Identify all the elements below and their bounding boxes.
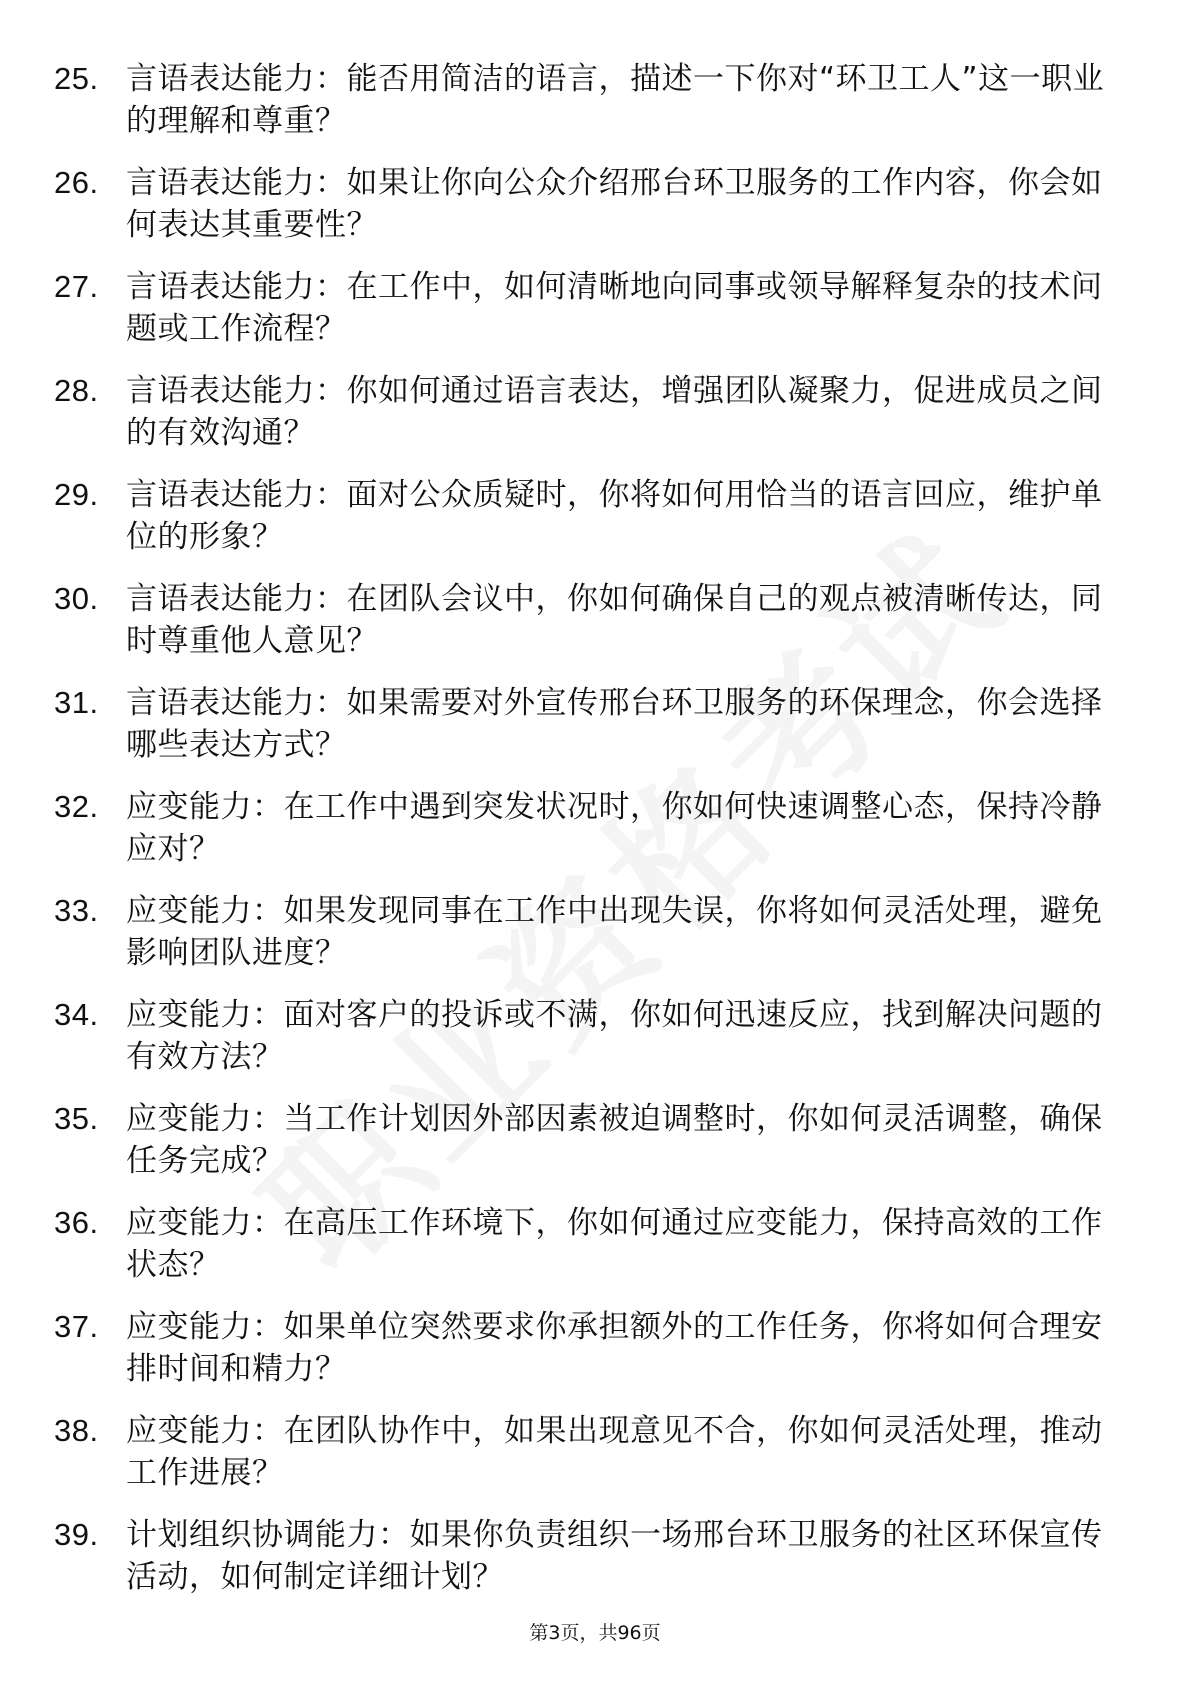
question-text: 应变能力：面对客户的投诉或不满，你如何迅速反应，找到解决问题的有效方法？ <box>126 997 1103 1075</box>
question-text: 言语表达能力：在工作中，如何清晰地向同事或领导解释复杂的技术问题或工作流程？ <box>126 269 1103 347</box>
question-number: 38. <box>54 1413 99 1448</box>
question-text: 言语表达能力：如果让你向公众介绍邢台环卫服务的工作内容，你会如何表达其重要性？ <box>126 165 1103 243</box>
question-number: 27. <box>54 269 99 304</box>
question-item <box>0 994 1190 1082</box>
question-text: 言语表达能力：如果需要对外宣传邢台环卫服务的环保理念，你会选择哪些表达方式？ <box>126 685 1103 763</box>
question-list <box>0 58 1190 1618</box>
question-item <box>0 1202 1190 1290</box>
question-text: 言语表达能力：面对公众质疑时，你将如何用恰当的语言回应，维护单位的形象？ <box>126 477 1103 555</box>
page-number-label: 第3页，共96页 <box>529 1622 661 1644</box>
question-text: 言语表达能力：在团队会议中，你如何确保自己的观点被清晰传达，同时尊重他人意见？ <box>126 581 1103 659</box>
question-item <box>0 890 1190 978</box>
question-item <box>0 786 1190 874</box>
question-item <box>0 682 1190 770</box>
question-number: 32. <box>54 789 99 824</box>
question-text: 应变能力：如果单位突然要求你承担额外的工作任务，你将如何合理安排时间和精力？ <box>126 1309 1103 1387</box>
question-number: 37. <box>54 1309 99 1344</box>
question-number: 28. <box>54 373 99 408</box>
question-text: 应变能力：如果发现同事在工作中出现失误，你将如何灵活处理，避免影响团队进度？ <box>126 893 1103 971</box>
question-item <box>0 578 1190 666</box>
question-number: 31. <box>54 685 99 720</box>
question-number: 39. <box>54 1517 99 1552</box>
question-text: 言语表达能力：你如何通过语言表达，增强团队凝聚力，促进成员之间的有效沟通？ <box>126 373 1103 451</box>
question-text: 应变能力：在高压工作环境下，你如何通过应变能力，保持高效的工作状态？ <box>126 1205 1103 1283</box>
question-item <box>0 1514 1190 1602</box>
question-text: 应变能力：在团队协作中，如果出现意见不合，你如何灵活处理，推动工作进展？ <box>126 1413 1103 1491</box>
question-item <box>0 1306 1190 1394</box>
question-number: 34. <box>54 997 99 1032</box>
question-item <box>0 58 1190 146</box>
question-item <box>0 474 1190 562</box>
question-number: 36. <box>54 1205 99 1240</box>
question-item <box>0 1098 1190 1186</box>
question-item <box>0 266 1190 354</box>
question-text: 应变能力：在工作中遇到突发状况时，你如何快速调整心态，保持冷静应对？ <box>126 789 1103 867</box>
question-item <box>0 162 1190 250</box>
question-text: 应变能力：当工作计划因外部因素被迫调整时，你如何灵活调整，确保任务完成？ <box>126 1101 1103 1179</box>
question-number: 30. <box>54 581 99 616</box>
question-number: 29. <box>54 477 99 512</box>
page-footer <box>0 1620 1190 1646</box>
question-item <box>0 370 1190 458</box>
question-item <box>0 1410 1190 1498</box>
question-number: 35. <box>54 1101 99 1136</box>
question-text: 言语表达能力：能否用简洁的语言，描述一下你对“环卫工人”这一职业的理解和尊重？ <box>126 61 1105 139</box>
question-number: 26. <box>54 165 99 200</box>
question-text: 计划组织协调能力：如果你负责组织一场邢台环卫服务的社区环保宣传活动，如何制定详细计划？ <box>126 1517 1103 1595</box>
question-number: 25. <box>54 61 99 96</box>
question-number: 33. <box>54 893 99 928</box>
